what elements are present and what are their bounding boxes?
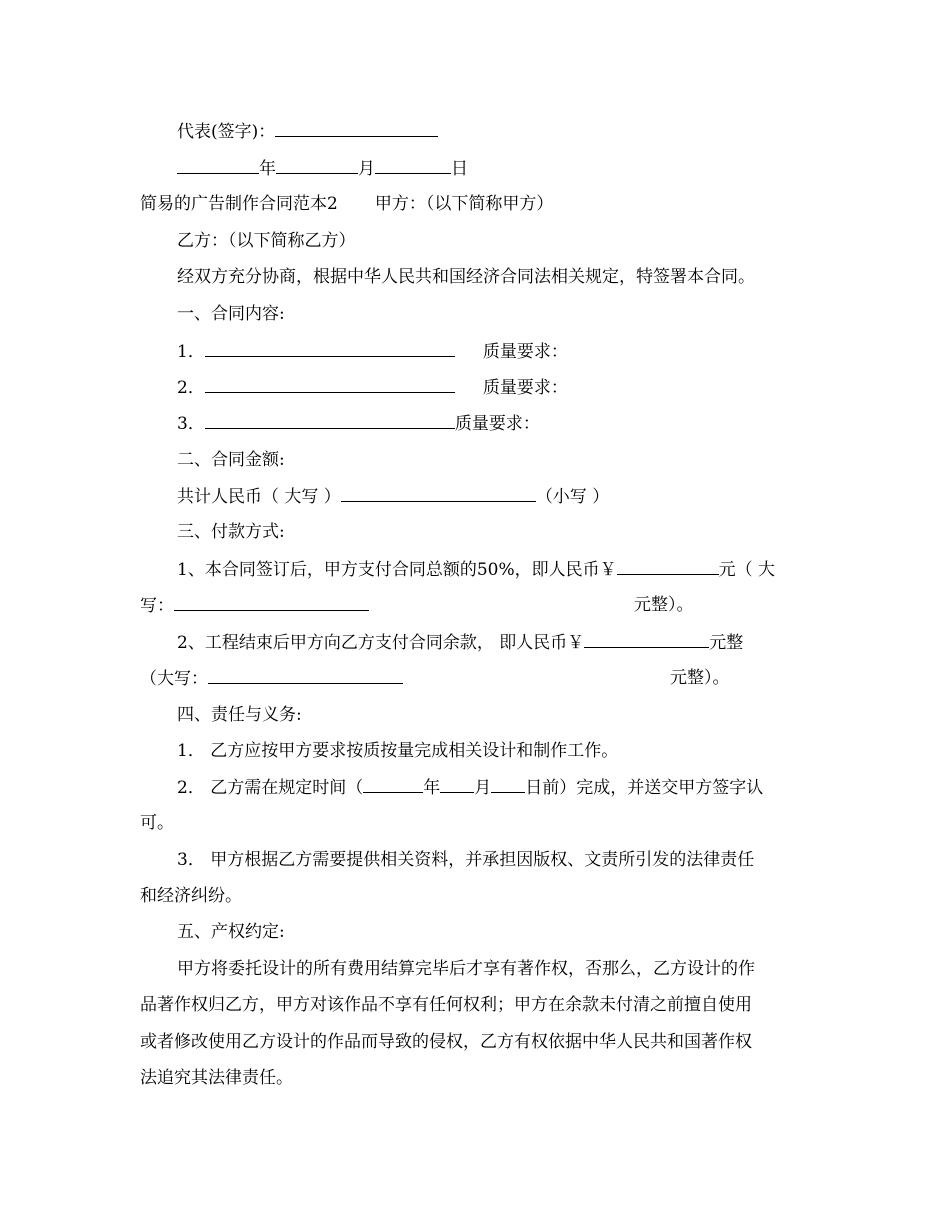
payment-1-line-1 [177, 558, 775, 580]
payment-2-uppercase-label: （大写： [140, 669, 208, 689]
party-b: 乙方：（以下简称乙方） [177, 231, 356, 251]
section-responsibility-heading: 四、责任与义务: [177, 705, 302, 725]
payment-1-uppercase-blank [174, 594, 369, 611]
ip-paragraph-line: 或者修改使用乙方设计的作品而导致的侵权，乙方有权依据中华人民共和国著作权 [140, 1032, 752, 1052]
intro-paragraph: 经双方充分协商，根据中华人民共和国经济合同法相关规定，特签署本合同。 [177, 267, 755, 287]
date-line [177, 157, 468, 179]
item-blank [205, 412, 455, 429]
payment-1-text: 1、本合同签订后，甲方支付合同总额的50%，即人民币￥ [177, 560, 617, 580]
ip-paragraph-line: 品著作权归乙方，甲方对该作品不享有任何权利；甲方在余款未付清之前擅自使用 [140, 995, 752, 1015]
payment-2-yuan: 元整 [709, 633, 744, 653]
responsibility-item-2 [177, 776, 763, 798]
amount-lowercase-label: （小写 ） [535, 487, 610, 507]
day-label: 日 [451, 159, 468, 179]
deadline-day-text: 日前）完成，并送交甲方签字认 [525, 778, 764, 798]
representative-label: 代表(签字)： [177, 122, 276, 142]
responsibility-item-2-cont: 可。 [140, 813, 174, 833]
month-blank [276, 157, 358, 174]
deadline-year-blank [363, 776, 423, 793]
contract-title-line [140, 193, 553, 215]
payment-1-line-2 [140, 594, 369, 616]
payment-2-amount-blank [584, 631, 709, 648]
deadline-month-label: 月 [474, 778, 492, 798]
contract-title: 简易的广告制作合同范本2 [140, 194, 338, 214]
day-blank [375, 157, 451, 174]
payment-2-line-1 [177, 631, 743, 653]
quality-requirement-label: 质量要求： [482, 378, 568, 398]
party-a: 甲方：（以下简称甲方） [374, 194, 554, 214]
payment-2-uppercase-blank [208, 667, 403, 684]
content-item [177, 376, 568, 398]
item-blank [205, 376, 455, 393]
deadline-year-label: 年 [423, 778, 441, 798]
section-ip-heading: 五、产权约定: [177, 922, 285, 942]
year-label: 年 [259, 159, 276, 179]
amount-uppercase-label: 共计人民币（ 大写 ） [177, 487, 341, 507]
representative-signature-line [177, 120, 438, 142]
section-payment-heading: 三、付款方式: [177, 522, 285, 542]
month-label: 月 [358, 159, 375, 179]
item-number: 3． [177, 414, 205, 434]
payment-1-uppercase-label: 写： [140, 596, 174, 616]
deadline-day-blank [491, 776, 525, 793]
item-number: 2． [177, 378, 205, 398]
section-contract-content-heading: 一、合同内容: [177, 304, 285, 324]
responsibility-item-3-line-1: 3． 甲方根据乙方需要提供相关资料，并承担因版权、文责所引发的法律责任 [177, 850, 755, 870]
payment-2-line-2 [140, 667, 403, 689]
payment-1-yuan: 元（ 大 [718, 560, 776, 580]
payment-1-amount-blank [617, 558, 719, 575]
quality-requirement-label: 质量要求： [454, 414, 540, 434]
deadline-month-blank [440, 776, 474, 793]
payment-2-text: 2、工程结束后甲方向乙方支付合同余款， 即人民币￥ [177, 633, 585, 653]
responsibility-item-3-line-2: 和经济纠纷。 [140, 886, 242, 906]
section-contract-amount-heading: 二、合同金额: [177, 450, 285, 470]
responsibility-item-1: 1． 乙方应按甲方要求按质按量完成相关设计和制作工作。 [177, 741, 619, 761]
ip-paragraph-line: 甲方将委托设计的所有费用结算完毕后才享有著作权，否那么，乙方设计的作 [177, 959, 755, 979]
content-item [177, 412, 540, 434]
content-item [177, 340, 568, 362]
signature-blank [275, 120, 438, 137]
item-number: 1． [177, 342, 205, 362]
payment-1-yuan-whole: 元整）。 [634, 595, 694, 615]
deadline-text: 2． 乙方需在规定时间（ [177, 778, 364, 798]
ip-paragraph-line: 法追究其法律责任。 [140, 1068, 293, 1088]
amount-line [177, 485, 609, 507]
item-blank [205, 340, 455, 357]
amount-blank [341, 485, 536, 502]
quality-requirement-label: 质量要求： [482, 342, 568, 362]
year-blank [177, 157, 259, 174]
payment-2-yuan-whole: 元整）。 [670, 668, 730, 688]
